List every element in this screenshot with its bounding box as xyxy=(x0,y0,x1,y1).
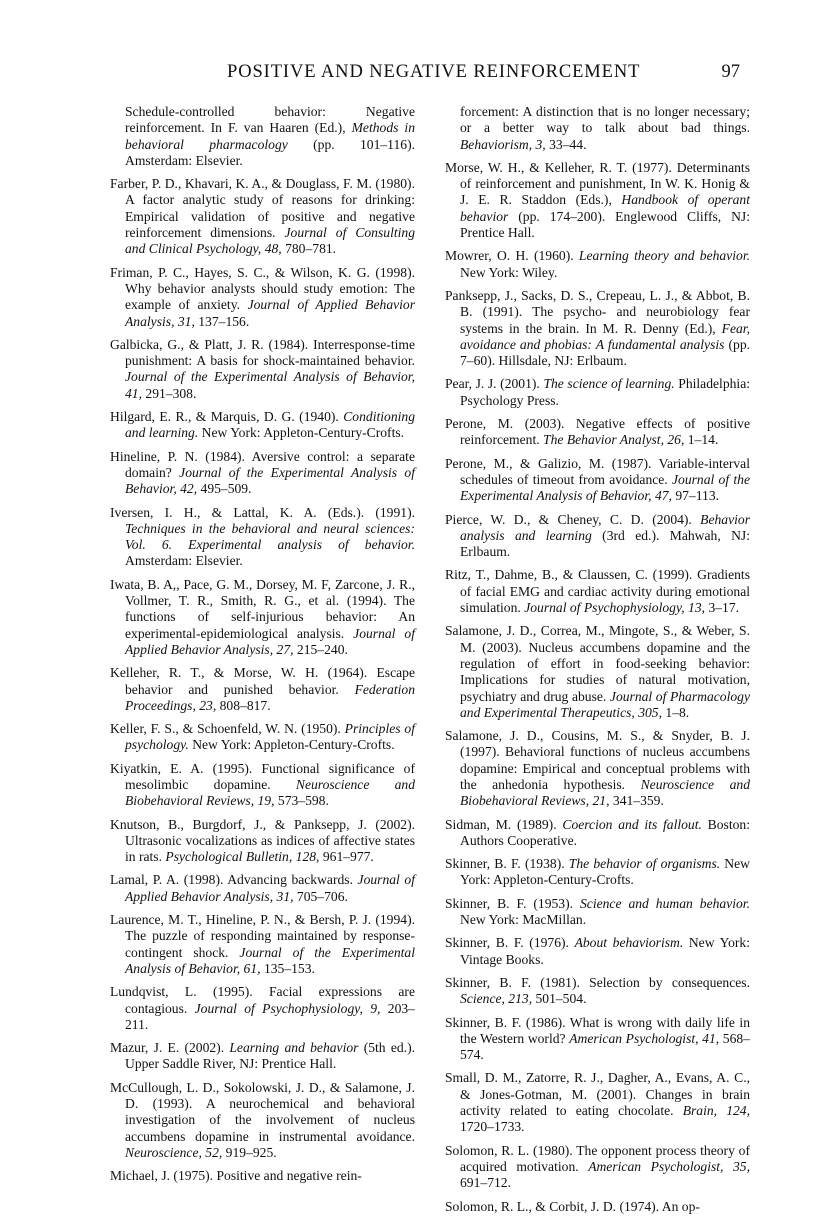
reference-text: Perone, M., & Galizio, M. (1987). Variable-interval schedules of timeout from avoidance. xyxy=(445,455,750,487)
reference-pages: (pp. 7–60). Hillsdale, NJ: Erlbaum. xyxy=(460,336,751,369)
reference-entry xyxy=(445,728,750,809)
reference-text: Skinner, B. F. (1986). What is wrong with daily life in the Western world? xyxy=(445,1014,750,1046)
reference-entry xyxy=(445,456,750,505)
reference-source: Behavior analysis and learning xyxy=(460,511,750,543)
reference-pages: 705–706. xyxy=(293,888,348,904)
reference-entry xyxy=(445,1199,750,1215)
reference-text: Keller, F. S., & Schoenfeld, W. N. (1950). xyxy=(110,721,345,737)
reference-source: Conditioning and learning. xyxy=(125,409,415,441)
reference-source: The science of learning. xyxy=(543,376,675,392)
reference-entry xyxy=(110,872,415,905)
reference-pages: 137–156. xyxy=(194,313,250,329)
reference-entry xyxy=(445,1015,750,1064)
page-number: 97 xyxy=(721,62,740,82)
reference-entry xyxy=(110,817,415,866)
reference-entry xyxy=(110,577,415,658)
reference-text: Skinner, B. F. (1976). xyxy=(445,935,575,951)
reference-pages: 808–817. xyxy=(216,697,271,713)
reference-text: Mowrer, O. H. (1960). xyxy=(445,248,579,264)
reference-source: Techniques in the behavioral and neural sciences: Vol. 6. Experimental analysis of behavior. xyxy=(125,520,415,553)
reference-entry xyxy=(110,449,415,498)
reference-text: Solomon, R. L. (1980). The opponent process theory of acquired motivation. xyxy=(445,1142,750,1174)
reference-pages: 341–359. xyxy=(609,793,664,809)
reference-source: The behavior of organisms. xyxy=(568,856,721,872)
reference-text: Hineline, P. N. (1984). Aversive control: a separate domain? xyxy=(110,448,415,480)
reference-entry xyxy=(445,160,750,241)
reference-pages: 691–712. xyxy=(460,1175,511,1191)
reference-pages: 495–509. xyxy=(197,481,252,497)
reference-source: Journal of Applied Behavior Analysis, 27, xyxy=(125,625,415,657)
reference-entry xyxy=(445,1143,750,1192)
reference-entry xyxy=(110,265,415,330)
reference-source: Journal of Psychophysiology, 13, xyxy=(524,600,706,616)
reference-entry xyxy=(445,567,750,616)
reference-pages: 919–925. xyxy=(222,1144,277,1160)
reference-entry xyxy=(110,176,415,257)
reference-text: Small, D. M., Zatorre, R. J., Dagher, A., Evans, A. C., & Jones-Gotman, M. (2001). Changes in brain activity related to eating chocolate. xyxy=(445,1070,750,1119)
reference-entry xyxy=(445,512,750,561)
reference-source: American Psychologist, 35, xyxy=(588,1158,750,1174)
reference-text: Salamone, J. D., Correa, M., Mingote, S., & Weber, S. M. (2003). Nucleus accumbens dopamine and the regulation of effort in food-seeking behavior: Implications for studies of natural motivation, psychiatry and drug abuse. xyxy=(445,623,750,704)
reference-pages: 1–14. xyxy=(684,432,719,448)
reference-text: Lamal, P. A. (1998). Advancing backwards. xyxy=(110,872,358,888)
reference-entry xyxy=(110,984,415,1033)
reference-entry xyxy=(445,416,750,449)
reference-entry xyxy=(445,1070,750,1135)
reference-text: Knutson, B., Burgdorf, J., & Panksepp, J. (2002). Ultrasonic vocalizations as indices of affective states in rats. xyxy=(110,816,415,865)
reference-pages: (pp. 101–116). Amsterdam: Elsevier. xyxy=(125,136,415,168)
reference-pages: New York: MacMillan. xyxy=(460,912,587,928)
reference-source: Coercion and its fallout. xyxy=(562,816,702,832)
reference-entry xyxy=(445,975,750,1008)
reference-pages: 97–113. xyxy=(671,488,720,504)
reference-source: American Psychologist, 41, xyxy=(569,1030,720,1046)
reference-text: Skinner, B. F. (1938). xyxy=(445,856,569,872)
reference-text: Pierce, W. D., & Cheney, C. D. (2004). xyxy=(445,511,701,527)
reference-pages: 203–211. xyxy=(125,1000,415,1032)
reference-source: Science and human behavior. xyxy=(579,895,750,911)
reference-text: Laurence, M. T., Hineline, P. N., & Bersh, P. J. (1994). The puzzle of responding maintained by response-contingent shock. xyxy=(110,912,415,960)
reference-pages: (pp. 174–200). Englewood Cliffs, NJ: Prentice Hall. xyxy=(460,208,750,241)
reference-entry xyxy=(445,856,750,889)
reference-entry xyxy=(445,288,750,369)
reference-pages: (3rd ed.). Mahwah, NJ: Erlbaum. xyxy=(460,527,750,560)
reference-entry xyxy=(445,935,750,968)
reference-text: Pear, J. J. (2001). xyxy=(445,376,544,392)
reference-source: Neuroscience and Biobehavioral Reviews, 19, xyxy=(125,776,415,809)
reference-text: Perone, M. (2003). Negative effects of positive reinforcement. xyxy=(445,416,750,448)
reference-source: Fear, avoidance and phobias: A fundamental analysis xyxy=(460,320,750,352)
reference-source: Neuroscience and Biobehavioral Reviews, 21, xyxy=(460,776,750,809)
reference-pages: 961–977. xyxy=(319,849,374,865)
page-header xyxy=(110,62,740,86)
reference-entry xyxy=(445,817,750,850)
reference-entry xyxy=(110,1080,415,1161)
reference-source: Methods in behavioral pharmacology xyxy=(125,120,415,152)
reference-source: Journal of Pharmacology and Experimental Therapeutics, 305, xyxy=(460,688,750,720)
reference-text: Iversen, I. H., & Lattal, K. A. (Eds.). (1991). xyxy=(110,504,415,520)
reference-pages: New York: Appleton-Century-Crofts. xyxy=(188,737,395,753)
reference-entry xyxy=(110,912,415,977)
reference-source: About behaviorism. xyxy=(574,935,684,951)
reference-entry xyxy=(110,1040,415,1073)
reference-entry xyxy=(110,104,415,169)
reference-text: Hilgard, E. R., & Marquis, D. G. (1940). xyxy=(110,409,344,425)
reference-text: Morse, W. H., & Kelleher, R. T. (1977). Determinants of reinforcement and punishment, In W. K. Honig & J. E. R. Staddon (Eds.), xyxy=(445,159,750,208)
reference-source: Handbook of operant behavior xyxy=(460,192,750,224)
reference-text: Farber, P. D., Khavari, K. A., & Douglass, F. M. (1980). A factor analytic study of reasons for drinking: Empirical validation of positive and negative reinforcement dimensions. xyxy=(110,176,415,241)
reference-pages: 780–781. xyxy=(281,241,337,257)
reference-entry xyxy=(445,623,750,721)
reference-text: Schedule-controlled behavior: Negative reinforcement. In F. van Haaren (Ed.), xyxy=(125,104,415,136)
reference-source: Behaviorism, 3, xyxy=(460,136,546,152)
reference-entry xyxy=(110,409,415,442)
reference-source: Journal of the Experimental Analysis of Behavior, 47, xyxy=(460,471,750,504)
references-left-column xyxy=(110,104,415,1192)
reference-pages: 568–574. xyxy=(460,1030,750,1063)
reference-source: Journal of Applied Behavior Analysis, 31, xyxy=(125,297,416,329)
reference-entry xyxy=(445,248,750,281)
reference-entry xyxy=(110,337,415,402)
reference-text: Solomon, R. L., & Corbit, J. D. (1974). An op- xyxy=(445,1198,700,1214)
reference-pages: New York: Appleton-Century-Crofts. xyxy=(198,425,405,441)
reference-source: Science, 213, xyxy=(460,991,533,1007)
reference-text: Panksepp, J., Sacks, D. S., Crepeau, L. J., & Abbot, B. B. (1991). The psycho- and neurobiology fear systems in the brain. In M. R. Denny (Ed.), xyxy=(445,287,750,336)
reference-source: Learning theory and behavior. xyxy=(578,248,751,264)
reference-source: Journal of Consulting and Clinical Psychology, 48, xyxy=(125,225,415,257)
reference-source: Federation Proceedings, 23, xyxy=(125,681,415,713)
reference-pages: 1720–1733. xyxy=(460,1119,525,1135)
reference-pages: 135–153. xyxy=(260,960,315,976)
reference-pages: 33–44. xyxy=(545,136,587,152)
reference-text: Mazur, J. E. (2002). xyxy=(110,1040,230,1056)
reference-text: Skinner, B. F. (1953). xyxy=(445,895,580,911)
reference-pages: New York: Appleton-Century-Crofts. xyxy=(460,856,750,888)
reference-text: Galbicka, G., & Platt, J. R. (1984). Interresponse-time punishment: A basis for shock-maintained behavior. xyxy=(110,336,415,369)
reference-entry xyxy=(445,104,750,153)
reference-source: Neuroscience, 52, xyxy=(125,1144,223,1160)
reference-entry xyxy=(110,505,415,570)
reference-pages: Philadelphia: Psychology Press. xyxy=(460,376,751,408)
reference-pages: 3–17. xyxy=(705,600,740,616)
references-right-column xyxy=(445,104,750,1222)
reference-pages: 1–8. xyxy=(662,704,690,720)
reference-entry xyxy=(445,896,750,929)
reference-source: The Behavior Analyst, 26, xyxy=(543,432,685,448)
reference-entry xyxy=(110,721,415,754)
reference-pages: (5th ed.). Upper Saddle River, NJ: Prentice Hall. xyxy=(125,1040,415,1072)
reference-text: Salamone, J. D., Cousins, M. S., & Snyder, B. J. (1997). Behavioral functions of nucleus accumbens dopamine: Empirical and conceptual problems with the anhedonia hypothesis. xyxy=(445,728,750,792)
reference-source: Journal of the Experimental Analysis of Behavior, 61, xyxy=(125,944,415,976)
reference-source: Journal of the Experimental Analysis of Behavior, 42, xyxy=(125,464,415,497)
reference-text: forcement: A distinction that is no longer necessary; or a better way to talk about bad things. xyxy=(460,104,750,136)
reference-entry xyxy=(445,376,750,409)
reference-pages: 573–598. xyxy=(274,793,329,809)
reference-source: Journal of Applied Behavior Analysis, 31, xyxy=(125,872,415,904)
running-title: POSITIVE AND NEGATIVE REINFORCEMENT xyxy=(227,62,641,82)
reference-text: Lundqvist, L. (1995). Facial expressions are contagious. xyxy=(110,984,415,1016)
reference-pages: Amsterdam: Elsevier. xyxy=(125,553,243,569)
reference-pages: Boston: Authors Cooperative. xyxy=(460,816,750,848)
reference-source: Journal of the Experimental Analysis of Behavior, 41, xyxy=(125,369,415,401)
reference-text: Skinner, B. F. (1981). Selection by consequences. xyxy=(445,974,750,990)
reference-text: Friman, P. C., Hayes, S. C., & Wilson, K. G. (1998). Why behavior analysts should study emotion: The example of anxiety. xyxy=(110,264,415,313)
reference-pages: 215–240. xyxy=(293,641,348,657)
reference-text: Sidman, M. (1989). xyxy=(445,816,563,832)
reference-source: Learning and behavior xyxy=(229,1040,359,1056)
reference-entry xyxy=(110,761,415,810)
reference-pages: New York: Vintage Books. xyxy=(460,935,750,967)
reference-pages: 501–504. xyxy=(532,991,587,1007)
reference-entry xyxy=(110,1168,415,1184)
reference-pages: 291–308. xyxy=(142,385,197,401)
reference-text: Kiyatkin, E. A. (1995). Functional significance of mesolimbic dopamine. xyxy=(110,760,415,792)
reference-text: Iwata, B. A,, Pace, G. M., Dorsey, M. F, Zarcone, J. R., Vollmer, T. R., Smith, R. G., et al. (1994). The functions of self-injurious behavior: An experimental-epidemiological analysis. xyxy=(110,576,415,641)
reference-entry xyxy=(110,665,415,714)
reference-source: Brain, 124, xyxy=(682,1103,750,1119)
reference-text: Michael, J. (1975). Positive and negative rein- xyxy=(110,1168,362,1184)
reference-source: Journal of Psychophysiology, 9, xyxy=(194,1000,381,1016)
reference-text: Kelleher, R. T., & Morse, W. H. (1964). Escape behavior and punished behavior. xyxy=(110,665,415,697)
reference-source: Principles of psychology. xyxy=(125,721,415,753)
reference-pages: New York: Wiley. xyxy=(460,264,558,280)
reference-source: Psychological Bulletin, 128, xyxy=(165,849,320,865)
reference-text: McCullough, L. D., Sokolowski, J. D., & Salamone, J. D. (1993). A neurochemical and behavioral investigation of the involvement of nucleus accumbens dopamine in instrumental avoidance. xyxy=(110,1079,415,1144)
reference-text: Ritz, T., Dahme, B., & Claussen, C. (1999). Gradients of facial EMG and cardiac activity during emotional simulation. xyxy=(445,567,750,616)
